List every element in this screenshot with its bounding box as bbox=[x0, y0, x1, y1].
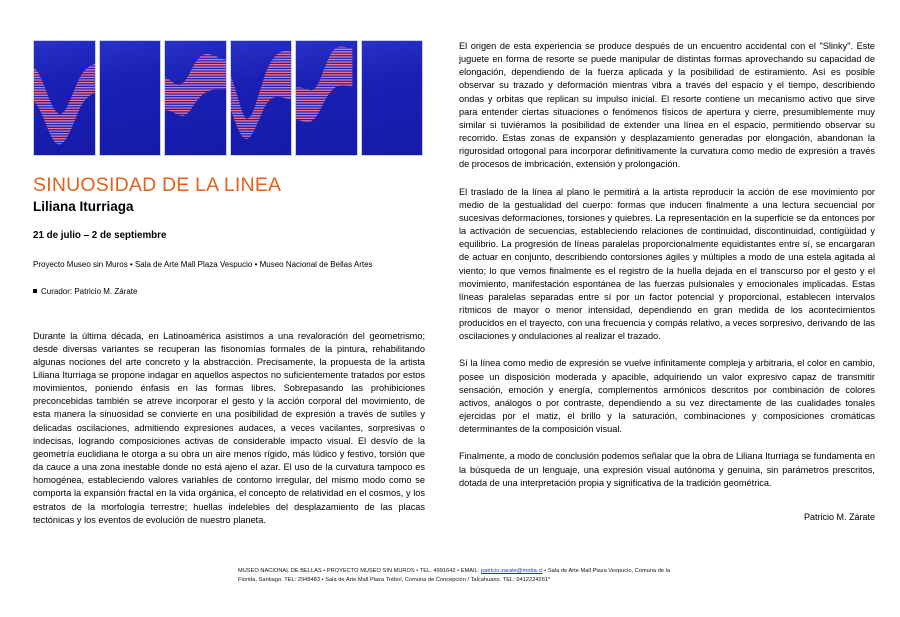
right-paragraph-2: El traslado de la línea al plano le permitirá a la artista reproducir la acción de ese movimiento por medio de la gestualidad del cuerpo: formas que inducen finalmente a una lectura secuencial por sucesivas deformaciones, torsiones y quiebres. La representación en la superficie se da entonces por la activación de secuencias, estableciendo relaciones de continuidad, discontinuidad, contigüidad y equilibrio. La progresión de líneas paralelas proporcionalmente equidistantes entre sí, se encargaran de actuar en conjunto, describiendo contorsiones ágiles y múltiples a modo de una estela agitada al viento; lo que vemos finalmente es el registro de la huella dejada en el transcurso por el gesto y el movimiento, manifestación espontánea de las fuerzas pulsionales y emocionales implicadas. Estas líneas paralelas separadas entre sí por un factor potencial y proporcional, establecen intervalos rítmicos de mayor o menor intensidad, dependiendo en gran medida de los acontecimientos producidos en el trayecto, con una frecuencia y compás relativo, a veces sorpresivo, derivando de las oscilaciones y ondulaciones al realizar el trazado. bbox=[459, 186, 875, 342]
artwork-polyptych-image bbox=[33, 40, 423, 156]
artwork-panel-4 bbox=[230, 40, 293, 156]
footer-line1-prefix: MUSEO NACIONAL DE BELLAS • PROYECTO MUSEO SIN MUROS • TEL. 4991642 • EMAIL: bbox=[238, 568, 482, 574]
right-paragraph-4: Finalmente, a modo de conclusión podemos señalar que la obra de Liliana Iturriaga se fundamenta en la búsqueda de un lenguaje, una expresión visual autónoma y genuina, sin parámetros prescritos, dotada de una interpretación propia y significativa de la tradición geométrica. bbox=[459, 451, 875, 488]
artwork-panel-1 bbox=[33, 40, 96, 156]
artwork-panel-5 bbox=[295, 40, 358, 156]
exhibition-title: SINUOSIDAD DE LA LINEA bbox=[33, 174, 282, 196]
wave-graphic-3 bbox=[165, 41, 226, 155]
wave-graphic-5 bbox=[296, 41, 357, 155]
footer-line3: de Concepción / Talcahuano. TEL: 0412224261* bbox=[427, 577, 551, 584]
artwork-panel-2 bbox=[99, 40, 162, 156]
square-bullet-icon bbox=[33, 289, 37, 293]
artwork-panel-6 bbox=[361, 40, 424, 156]
curator-label: Curador: Patricio M. Zárate bbox=[41, 286, 138, 296]
right-paragraph-3: Sí la línea como medio de expresión se vuelve infinitamente compleja y arbitraria, el color en cambio, posee un disposición moderada y apacible, adquiriendo un valor expresivo capaz de transmitir sensación, emoción y energía, complementos armónicos descritos por combinación de colores activos, análogos o por contraste, dependiendo a su vez directamente de las cualidades tonales ejercidas por el matiz, el brillo y la saturación, combinaciones y composiciones cromáticas determinantes de la composición visual. bbox=[459, 358, 875, 435]
footer-contact-block bbox=[238, 567, 674, 585]
curator-line bbox=[33, 287, 425, 296]
wave-graphic-4 bbox=[231, 41, 292, 155]
right-paragraph-1: El origen de esta experiencia se produce después de un encuentro accidental con el "Slinky". Este juguete en forma de resorte se puede manipular de distintas formas aprovechando su capacidad de elongación, dependiendo de la fuerza aplicada y la posibilidad de estiramiento. Así es posible observar su trazado y deformación mientras vibra a través del espacio y el tiempo, describiendo ondas y orbitas que replican su impulso inicial. El resorte contiene un mecanismo activo que sirve para entender ciertas situaciones o fenómenos físicos de apertura y cierre, presumiblemente muy similar si tuviéramos la posibilidad de extender una línea en el espacio, permitiendo observar su recorrido. Estas zonas de expansión y desplazamiento generadas por elongación, abandonan la rigurosidad ortogonal para incorporar definitivamente la curvatura como medio de expresión a través de procesos de imbricación, extensión y prolongación. bbox=[459, 41, 875, 170]
exhibition-dates: 21 de julio – 2 de septiembre bbox=[33, 229, 167, 241]
author-signature: Patricio M. Zárate bbox=[803, 511, 875, 522]
left-paragraph-1: Durante la última década, en Latinoamérica asistimos a una revaloración del geometrismo; desde diversas variantes se recuperan las fisonomías formales de la pintura, rehabilitando algunas nociones del arte concreto y la abstracción. Precisamente, la propuesta de la artista Liliana Iturriaga se propone indagar en aquellos aspectos no suficientemente tratados por estos movimientos, poniendo énfasis en las formas libres. Sobrepasando las prohibiciones preconcebidas también se atreve incorporar el gesto y la acción corporal del movimiento, de esta manera la sinuosidad se convierte en una posibilidad de expresión a través de sutiles y delicadas oscilaciones, admitiendo expresiones audaces, a veces vacilantes, sorpresivas o indecisas, logrando composiciones activas de considerable impacto visual. El desvío de la geometría euclidiana le otorga a su obra un aire menos rígido, más lúdico y festivo, torsión que da cauce a una zona inestable donde no está ajeno el azar. El uso de la curvatura tampoco es homogénea, estableciendo valores variables de contorno irregular, del mismo modo como se comporta la expansión fractal en la vida orgánica, el concepto de relatividad en el cosmos, y los estratos de la morfología terrestre; huellas indelebles del desplazamiento de las placas tectónicas y los eventos de evolución de nuestro planeta. bbox=[33, 330, 425, 525]
right-column bbox=[459, 40, 875, 522]
left-column bbox=[33, 40, 425, 539]
artist-name: Liliana Iturriaga bbox=[33, 199, 134, 215]
wave-graphic-1 bbox=[34, 41, 95, 155]
curator-email-link[interactable]: patricio.zarate@mnba.cl bbox=[481, 568, 543, 574]
venues-line: Proyecto Museo sin Muros • Sala de Arte Mall Plaza Vespucio • Museo Nacional de Bellas Artes bbox=[33, 259, 373, 269]
artwork-panel-3 bbox=[164, 40, 227, 156]
footer-line2: Sala de Arte Mall Plaza Vespucio, Comuna de la Florida, Santiago. TEL: 2948483 • Sala de Arte Mall Plaza Trébol, Comuna bbox=[238, 568, 671, 584]
footer-line1-suffix: • bbox=[542, 568, 547, 574]
